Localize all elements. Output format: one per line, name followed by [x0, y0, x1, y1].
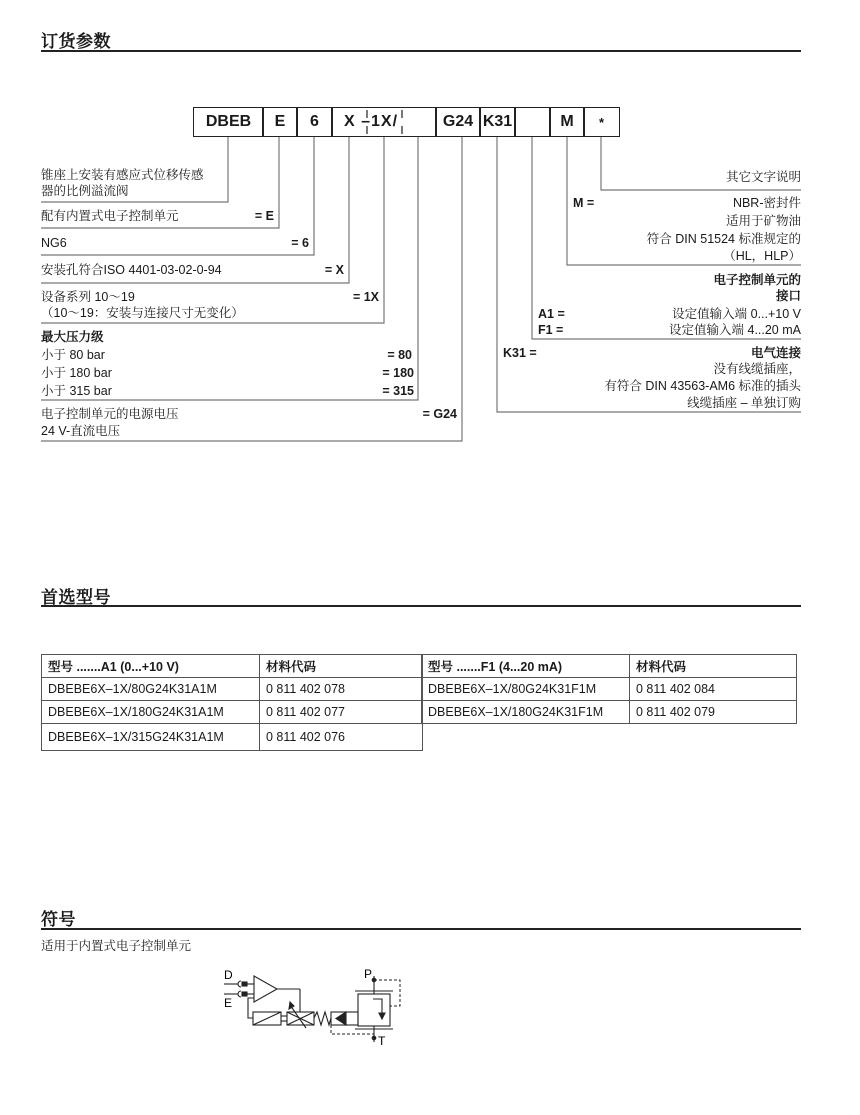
- table-header-row: [42, 655, 423, 678]
- voltage-note: 24 V-直流电压: [41, 424, 121, 438]
- pressure-180-code: = 180: [382, 366, 414, 380]
- a1-description: 设定值输入端 0...+10 V: [672, 307, 801, 321]
- other-label: 其它文字说明: [725, 170, 801, 184]
- section-divider: [41, 605, 801, 607]
- type-cell: DBEBE6X–1X/80G24K31A1M: [42, 678, 260, 701]
- material-code-cell: 0 811 402 078: [260, 678, 423, 701]
- k31-line1: 没有线缆插座，: [713, 362, 801, 376]
- code-box-electronics: E: [262, 107, 298, 137]
- voltage-code: = G24: [422, 407, 457, 421]
- table-row: [42, 724, 423, 751]
- table-row: [422, 701, 797, 724]
- code-box-other: *: [583, 107, 620, 137]
- code-box-voltage: G24: [435, 107, 481, 137]
- preferred-table-f1: [421, 654, 797, 724]
- column-header-material-code: 材料代码: [260, 655, 423, 678]
- series-label: 设备系列 10～19: [41, 290, 135, 304]
- type-cell: DBEBE6X–1X/180G24K31F1M: [422, 701, 630, 724]
- porting-label: 安装孔符合ISO 4401-03-02-0-94: [41, 263, 222, 277]
- f1-code: F1 =: [538, 323, 564, 337]
- material-code-cell: 0 811 402 077: [260, 701, 423, 724]
- seal-line4: （HL，HLP）: [723, 249, 801, 263]
- voltage-label: 电子控制单元的电源电压: [41, 407, 179, 421]
- code-box-size: 6: [296, 107, 333, 137]
- type-cell: DBEBE6X–1X/180G24K31A1M: [42, 701, 260, 724]
- seal-line3: 符合 DIN 51524 标准规定的: [646, 232, 801, 246]
- port-label-d: D: [224, 968, 233, 982]
- k31-code: K31 =: [503, 346, 537, 360]
- pressure-80-label: 小于 80 bar: [41, 348, 105, 362]
- code-box-connection: K31: [479, 107, 516, 137]
- valve-schematic-icon: [210, 960, 420, 1050]
- column-header-type: 型号 .......F1 (4...20 mA): [422, 655, 630, 678]
- seal-code: M =: [573, 196, 595, 210]
- section-title-preferred: 首选型号: [41, 588, 111, 607]
- material-code-cell: 0 811 402 079: [630, 701, 797, 724]
- port-label-p: P: [364, 967, 373, 981]
- column-header-type: 型号 .......A1 (0...+10 V): [42, 655, 260, 678]
- port-label-e: E: [224, 996, 233, 1010]
- pressure-180-label: 小于 180 bar: [41, 366, 112, 380]
- preferred-table-a1: [41, 654, 423, 751]
- size-label: NG6: [41, 236, 67, 250]
- pressure-315-code: = 315: [382, 384, 414, 398]
- code-box-series: X –1X/: [331, 107, 437, 137]
- table-row: [42, 678, 423, 701]
- f1-description: 设定值输入端 4...20 mA: [669, 323, 801, 337]
- code-box-type: DBEB: [193, 107, 264, 137]
- section-title-symbol: 符号: [41, 910, 76, 929]
- code-box-seal: M: [549, 107, 585, 137]
- port-label-t: T: [378, 1034, 386, 1048]
- k31-heading: 电气连接: [750, 346, 801, 360]
- type-description-line1: 锥座上安装有感应式位移传感: [41, 168, 204, 182]
- column-header-material-code: 材料代码: [630, 655, 797, 678]
- section-title-ordering: 订货参数: [41, 32, 111, 51]
- seal-line2: 适用于矿物油: [725, 214, 801, 228]
- interface-heading-line2: 接口: [775, 289, 801, 303]
- size-code: = 6: [291, 236, 309, 250]
- series-code: = 1X: [352, 290, 379, 304]
- table-row: [422, 678, 797, 701]
- seal-line1: NBR-密封件: [732, 196, 801, 210]
- electronics-label: 配有内置式电子控制单元: [41, 209, 179, 223]
- hydraulic-symbol: [210, 960, 420, 1050]
- pressure-315-label: 小于 315 bar: [41, 384, 112, 398]
- a1-code: A1 =: [538, 307, 565, 321]
- material-code-cell: 0 811 402 076: [260, 724, 423, 751]
- type-description-line2: 器的比例溢流阀: [41, 184, 129, 198]
- pressure-heading: 最大压力级: [41, 330, 104, 344]
- table-header-row: [422, 655, 797, 678]
- material-code-cell: 0 811 402 084: [630, 678, 797, 701]
- section-divider: [41, 928, 801, 930]
- table-row: [42, 701, 423, 724]
- porting-code: = X: [324, 263, 344, 277]
- interface-heading-line1: 电子控制单元的: [713, 273, 801, 287]
- symbol-subtitle: 适用于内置式电子控制单元: [41, 939, 192, 953]
- electronics-code: = E: [254, 209, 274, 223]
- pressure-80-code: = 80: [387, 348, 412, 362]
- type-cell: DBEBE6X–1X/315G24K31A1M: [42, 724, 260, 751]
- k31-line3: 线缆插座 – 单独订购: [687, 396, 801, 410]
- series-note: （10～19：安装与连接尺寸无变化）: [41, 306, 244, 320]
- type-cell: DBEBE6X–1X/80G24K31F1M: [422, 678, 630, 701]
- k31-line2: 有符合 DIN 43563-AM6 标准的插头: [604, 379, 801, 393]
